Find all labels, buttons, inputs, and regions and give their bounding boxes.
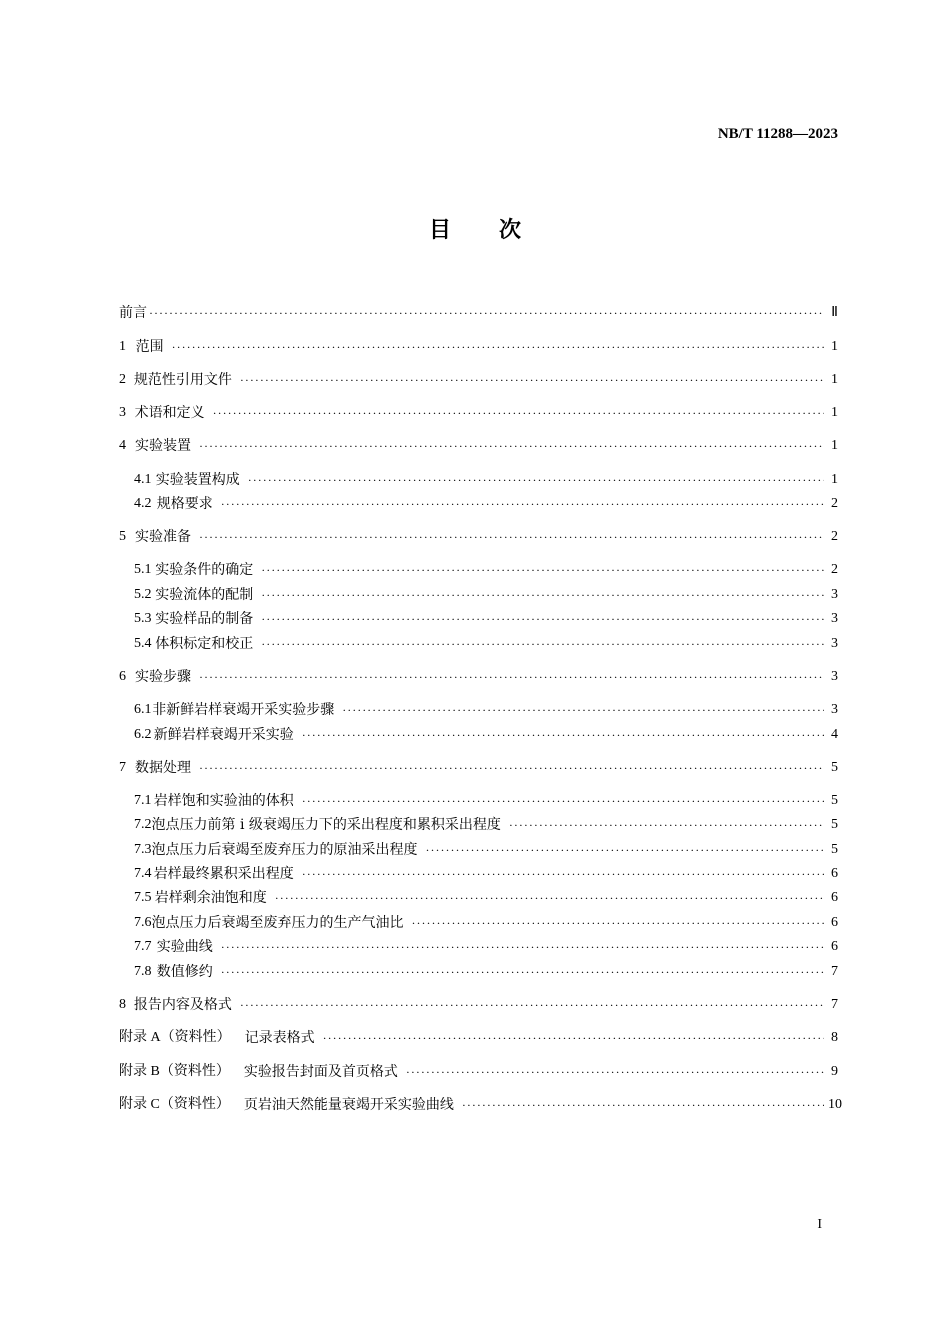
toc-entry-number: 附录 A（资料性） (119, 1030, 231, 1045)
toc-dot-leader (199, 527, 824, 547)
toc-entry-number: 5 (119, 529, 126, 544)
toc-dot-leader (240, 370, 824, 390)
toc-entry-number: 7.1 (134, 793, 152, 808)
toc-entry[interactable] (119, 370, 838, 390)
toc-entry[interactable] (134, 815, 838, 835)
toc-entry-number: 5.4 (134, 636, 152, 651)
toc-entry-page: Ⅱ (831, 305, 838, 320)
toc-entry-label: 非新鲜岩样衰竭开采实验步骤 (152, 702, 335, 718)
toc-entry-page: 5 (831, 817, 838, 832)
toc-entry-number: 附录 B（资料性） (119, 1064, 230, 1079)
toc-entry-label: 实验样品的制备 (155, 611, 254, 627)
toc-entry-page: 9 (831, 1064, 838, 1079)
toc-entry-number: 2 (119, 372, 126, 387)
toc-dot-leader (221, 962, 824, 982)
toc-dot-leader (342, 700, 824, 720)
toc-entry-page: 3 (831, 587, 838, 602)
toc-entry[interactable] (134, 864, 838, 884)
toc-entry[interactable] (119, 303, 838, 323)
toc-entry-label: 岩样剩余油饱和度 (154, 890, 267, 906)
toc-entry-label: 数值修约 (156, 964, 213, 980)
toc-entry-page: 3 (831, 636, 838, 651)
toc-entry-label: 泡点压力后衰竭至废弃压力的生产气油比 (151, 915, 404, 931)
toc-dot-leader (261, 634, 824, 654)
toc-entry-label: 规范性引用文件 (133, 372, 232, 388)
toc-entry-page: 10 (828, 1097, 842, 1112)
toc-entry-label: 岩样最终累积采出程度 (153, 866, 294, 882)
toc-entry-label: 页岩油天然能量衰竭开采实验曲线 (243, 1097, 454, 1113)
toc-dot-leader (221, 937, 824, 957)
toc-dot-leader (172, 337, 824, 357)
toc-entry-number: 4.2 (134, 496, 152, 511)
toc-entry-page: 2 (831, 529, 838, 544)
toc-entry[interactable] (134, 470, 838, 490)
toc-entry-number: 6.1 (134, 702, 152, 717)
toc-dot-leader (199, 436, 824, 456)
toc-dot-leader (462, 1095, 824, 1115)
page-number: I (817, 1217, 822, 1232)
toc-dot-leader (199, 758, 824, 778)
toc-entry-page: 3 (831, 611, 838, 626)
toc-entry-page: 2 (831, 496, 838, 511)
toc-entry-label: 术语和定义 (134, 405, 205, 421)
toc-entry-label: 数据处理 (134, 760, 191, 776)
toc-entry-page: 6 (831, 866, 838, 881)
toc-entry-number: 7.6 (134, 915, 152, 930)
toc-entry-label: 泡点压力后衰竭至废弃压力的原油采出程度 (151, 842, 418, 858)
toc-entry[interactable] (119, 1095, 842, 1115)
toc-entry-page: 3 (831, 702, 838, 717)
toc-dot-leader (426, 840, 825, 860)
toc-dot-leader (240, 995, 824, 1015)
toc-entry[interactable] (134, 937, 838, 957)
toc-entry[interactable] (134, 560, 838, 580)
toc-entry-page: 1 (831, 472, 838, 487)
toc-entry[interactable] (119, 403, 838, 423)
toc-entry[interactable] (134, 791, 838, 811)
toc-entry-label: 记录表格式 (244, 1030, 315, 1046)
toc-entry-page: 5 (831, 760, 838, 775)
toc-entry-page: 4 (831, 727, 838, 742)
toc-entry-page: 5 (831, 793, 838, 808)
toc-entry-page: 6 (831, 890, 838, 905)
toc-entry-page: 1 (831, 438, 838, 453)
toc-entry[interactable] (119, 337, 838, 357)
toc-entry-number: 附录 C（资料性） (119, 1097, 230, 1112)
toc-entry[interactable] (134, 585, 838, 605)
toc-entry-number: 7.3 (134, 842, 152, 857)
toc-entry-label: 实验装置 (134, 438, 191, 454)
toc-entry-label: 岩样饱和实验油的体积 (153, 793, 294, 809)
toc-entry-page: 7 (831, 964, 838, 979)
toc-dot-leader (261, 560, 824, 580)
toc-entry[interactable] (134, 494, 838, 514)
toc-dot-leader (275, 888, 824, 908)
toc-dot-leader (323, 1028, 824, 1048)
toc-entry-label: 前言 (119, 305, 147, 321)
toc-entry[interactable] (134, 725, 838, 745)
toc-entry-number: 7.5 (134, 890, 152, 905)
toc-entry-label: 实验曲线 (156, 939, 213, 955)
toc-entry[interactable] (119, 995, 838, 1015)
toc-entry-number: 7.8 (134, 964, 152, 979)
toc-entry-page: 6 (831, 939, 838, 954)
toc-entry[interactable] (134, 962, 838, 982)
toc-entry-label: 实验步骤 (134, 669, 191, 685)
toc-entry[interactable] (134, 700, 838, 720)
toc-entry[interactable] (119, 527, 838, 547)
toc-entry[interactable] (134, 840, 838, 860)
toc-entry-label: 新鲜岩样衰竭开采实验 (153, 727, 294, 743)
toc-dot-leader (248, 470, 824, 490)
toc-entry[interactable] (134, 888, 838, 908)
toc-entry[interactable] (134, 634, 838, 654)
toc-dot-leader (412, 913, 825, 933)
toc-entry-number: 7.4 (134, 866, 152, 881)
toc-entry-label: 体积标定和校正 (155, 636, 254, 652)
toc-dot-leader (406, 1062, 824, 1082)
toc-entry[interactable] (134, 913, 838, 933)
toc-dot-leader (149, 303, 824, 323)
toc-entry-number: 3 (119, 405, 126, 420)
toc-entry-number: 5.2 (134, 587, 152, 602)
toc-entry-number: 5.3 (134, 611, 152, 626)
toc-entry-number: 7.2 (134, 817, 152, 832)
toc-entry-label: 规格要求 (156, 496, 213, 512)
toc-entry-label: 实验准备 (134, 529, 191, 545)
toc-entry[interactable] (119, 1028, 838, 1048)
toc-entry-number: 5.1 (134, 562, 152, 577)
toc-entry-page: 6 (831, 915, 838, 930)
toc-dot-leader (261, 585, 824, 605)
toc-entry[interactable] (119, 758, 838, 778)
toc-entry-label: 报告内容及格式 (133, 997, 232, 1013)
toc-entry-number: 4 (119, 438, 126, 453)
toc-entry-page: 2 (831, 562, 838, 577)
toc-entry-label: 范围 (135, 339, 164, 355)
toc-entry-page: 8 (831, 1030, 838, 1045)
toc-entry-page: 7 (831, 997, 838, 1012)
toc-entry-number: 7 (119, 760, 126, 775)
toc-entry-number: 8 (119, 997, 126, 1012)
toc-entry-number: 6 (119, 669, 126, 684)
toc-dot-leader (221, 494, 824, 514)
toc-entry-label: 实验条件的确定 (155, 562, 254, 578)
toc-entry-page: 1 (831, 405, 838, 420)
toc-entry-number: 6.2 (134, 727, 152, 742)
standard-number: NB/T 11288—2023 (717, 126, 838, 142)
toc-dot-leader (302, 791, 824, 811)
toc-entry[interactable] (134, 609, 838, 629)
toc-dot-leader (213, 403, 824, 423)
toc-entry-page: 5 (831, 842, 838, 857)
toc-dot-leader (509, 815, 824, 835)
toc-entry-label: 泡点压力前第 i 级衰竭压力下的采出程度和累积采出程度 (151, 817, 501, 833)
toc-dot-leader (302, 725, 824, 745)
toc-dot-leader (261, 609, 824, 629)
toc-entry[interactable] (119, 436, 838, 456)
toc-entry-label: 实验流体的配制 (155, 587, 254, 603)
toc-entry[interactable] (119, 1062, 838, 1082)
toc-entry-number: 7.7 (134, 939, 152, 954)
toc-entry-page: 3 (831, 669, 838, 684)
toc-entry-page: 1 (831, 339, 838, 354)
toc-dot-leader (302, 864, 824, 884)
toc-entry-label: 实验报告封面及首页格式 (243, 1064, 398, 1080)
toc-entry-label: 实验装置构成 (155, 472, 240, 488)
toc-entry[interactable] (119, 667, 838, 687)
toc-entry-number: 1 (119, 339, 126, 354)
toc-dot-leader (199, 667, 824, 687)
toc-entry-page: 1 (831, 372, 838, 387)
toc-entry-number: 4.1 (134, 472, 152, 487)
page-title: 目次 (428, 218, 569, 243)
